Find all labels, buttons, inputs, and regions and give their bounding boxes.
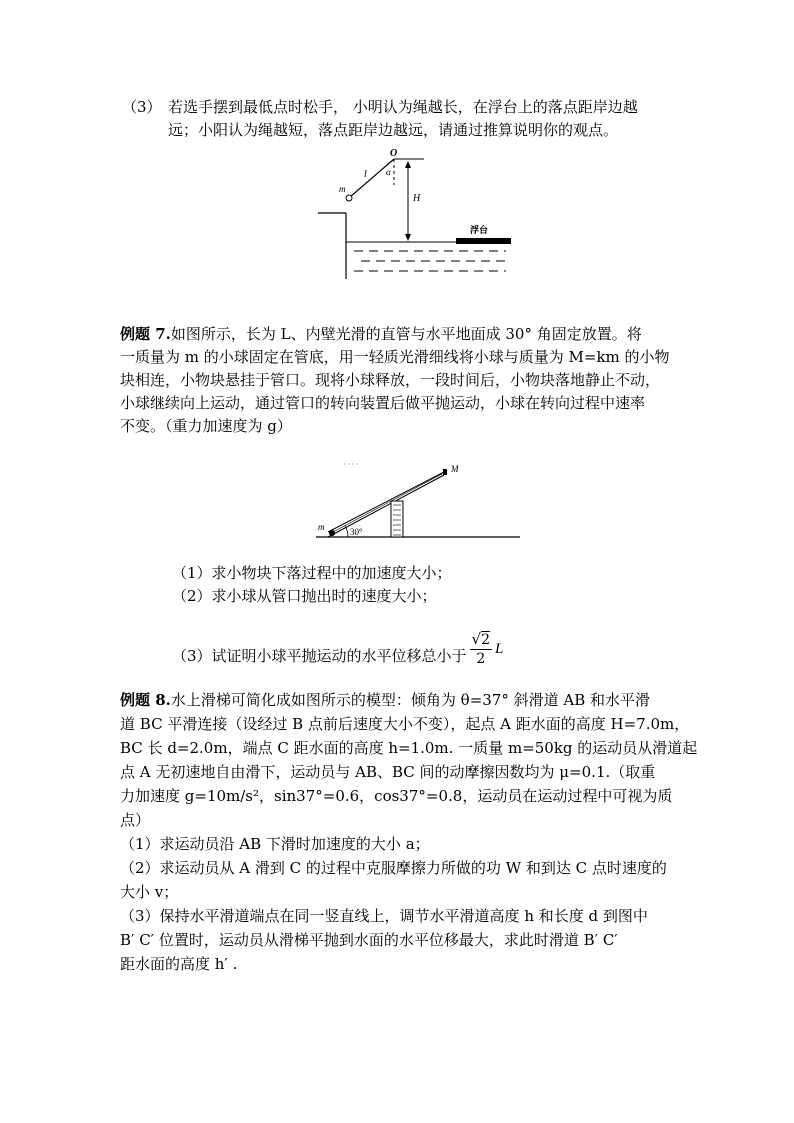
example-8-question-1: （1）求运动员沿 AB 下滑时加速度的大小 a； (120, 835, 430, 853)
example-7-question-3-L: L (495, 641, 504, 657)
label-m: m (339, 184, 346, 194)
example-8-question-3: （3）保持水平滑道端点在同一竖直线上，调节水平滑道高度 h 和长度 d 到图中 (120, 907, 648, 925)
example-8-title: 例题 8. (120, 691, 171, 709)
example-7-question-3 (172, 630, 504, 676)
example-7-title: 例题 7. (120, 325, 171, 343)
q3-line-2: 远；小阳认为绳越短，落点距岸边越远，请通过推算说明你的观点。 (168, 121, 619, 139)
example-7-line-2: 一质量为 m 的小球固定在管底，用一轻质光滑细线将小球与质量为 M=km 的小物 (120, 348, 670, 366)
label-O: O (390, 148, 398, 159)
fraction-sqrt2-over-2: $\frac{√2}{2}$ (471, 630, 491, 667)
example-8-text-1 (120, 689, 650, 711)
example-8-question-3-cont: B′ C′ 位置时，运动员从滑梯平抛到水面的水平位移最大，求此时滑道 B′ C′ (120, 931, 618, 949)
q3-number: （3） (122, 98, 162, 116)
example-7-question-3-text: （3）试证明小球平抛运动的水平位移总小于 (172, 647, 467, 665)
label-M: M (451, 464, 459, 474)
example-8-line-6: 点） (120, 811, 151, 829)
example-7-text-1 (120, 323, 642, 345)
figure-inclined-tube (314, 458, 524, 548)
example-7-line-4: 小球继续向上运动，通过管口的转向装置后做平抛运动，小球在转向过程中速率 (120, 394, 646, 412)
example-7-line-5: 不变。（重力加速度为 g） (120, 417, 292, 435)
example-8-question-2-cont: 大小 v； (120, 883, 179, 901)
figure-swing (316, 147, 536, 282)
example-8-question-2: （2）求运动员从 A 滑到 C 的过程中克服摩擦力所做的功 W 和到达 C 点时速度的 (120, 859, 667, 877)
label-platform: 浮台 (470, 225, 489, 235)
example-7-question-1: （1）求小物块下落过程中的加速度大小； (172, 564, 452, 582)
label-alpha: α (386, 167, 391, 177)
example-8-line-5: 力加速度 g=10m/s²，sin37°=0.6，cos37°=0.8，运动员在运动过程中可视为质 (120, 787, 673, 805)
example-7-question-2: （2）求小球从管口抛出时的速度大小； (172, 587, 437, 605)
example-8-line-4: 点 A 无初速地自由滑下，运动员与 AB、BC 间的动摩擦因数均为 μ=0.1.（取重 (120, 763, 656, 781)
label-m: m (318, 522, 325, 532)
example-8-line-2: 道 BC 平滑连接（设经过 B 点前后速度大小不变），起点 A 距水面的高度 H=7.0m， (120, 715, 690, 733)
example-8-line-1: 水上滑梯可简化成如图所示的模型：倾角为 θ=37° 斜滑道 AB 和水平滑 (170, 691, 651, 709)
label-l: l (364, 169, 367, 180)
example-7-line-3: 块相连，小物块悬挂于管口。现将小球释放，一段时间后，小物块落地静止不动， (120, 371, 661, 389)
label-angle: 30° (350, 527, 363, 537)
label-H: H (413, 193, 421, 204)
example-7-line-1: 如图所示，长为 L、内壁光滑的直管与水平地面成 30° 角固定放置。将 (170, 325, 642, 343)
example-8-line-3: BC 长 d=2.0m，端点 C 距水面的高度 h=1.0m. 一质量 m=50kg 的运动员从滑道起 (120, 739, 698, 757)
q3-line-1: 若选手摆到最低点时松手， 小明认为绳越长，在浮台上的落点距岸边越 (168, 98, 638, 116)
example-8-question-3-end: 距水面的高度 h′ . (120, 955, 238, 973)
